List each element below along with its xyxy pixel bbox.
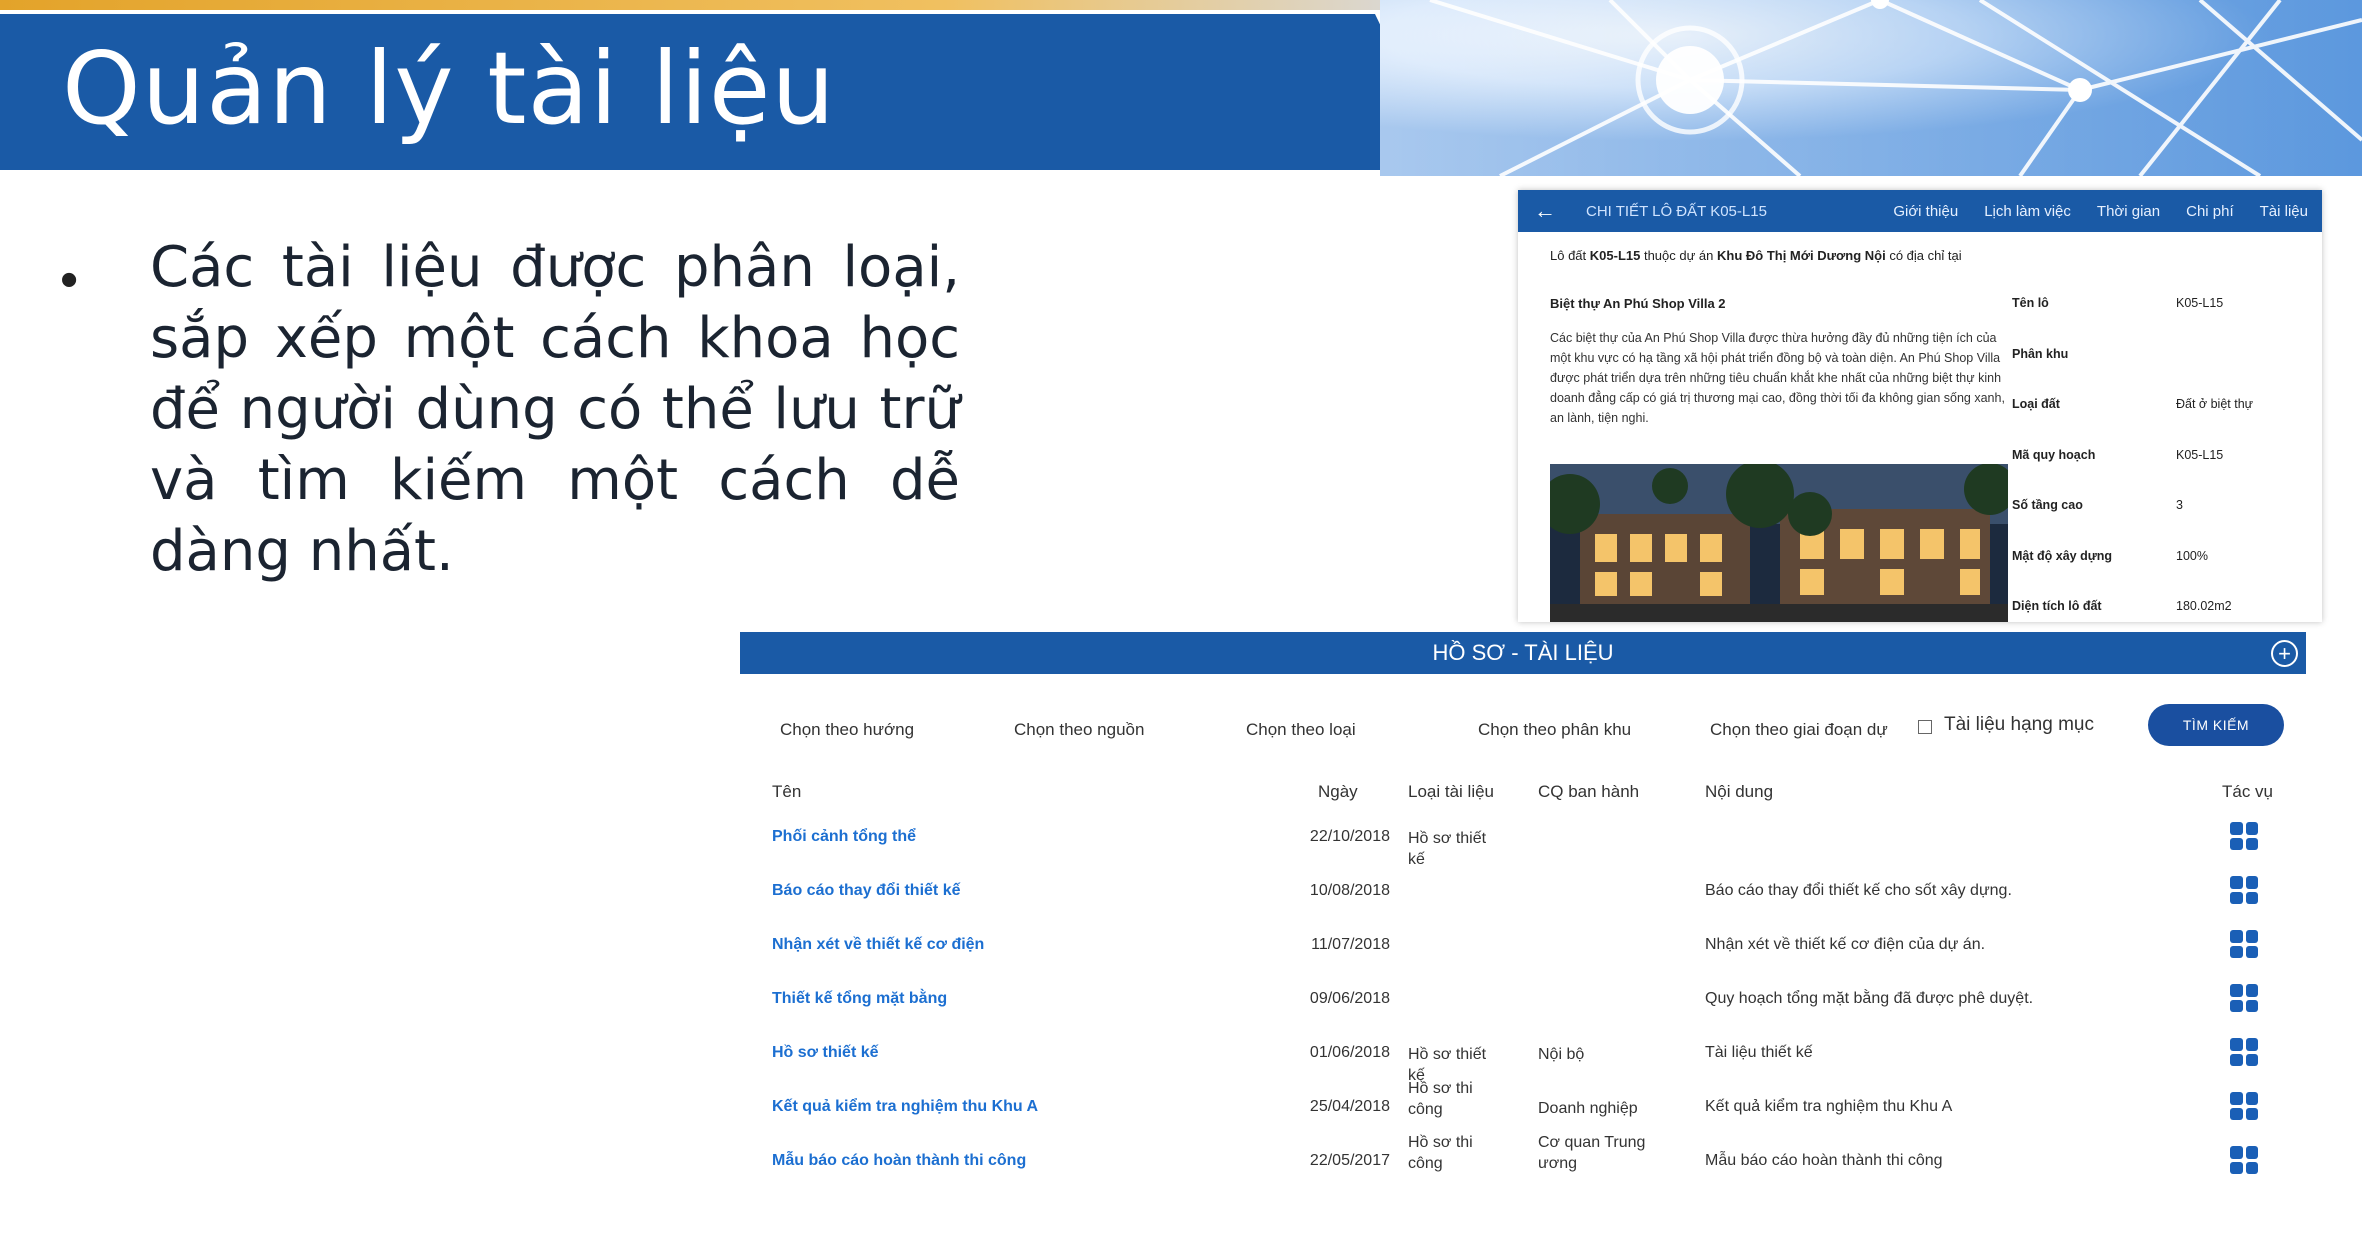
table-header	[740, 782, 2306, 812]
document-list	[740, 820, 2306, 1198]
actions-grid-icon[interactable]	[2230, 1092, 2258, 1120]
table-row: Báo cáo thay đổi thiết kế 10/08/2018 Báo cáo thay đổi thiết kế cho sốt xây dựng.	[740, 874, 2306, 928]
villa-photo	[1550, 464, 2008, 622]
villa-name: Biệt thự An Phú Shop Villa 2	[1550, 296, 1726, 311]
document-link[interactable]: Mẫu báo cáo hoàn thành thi công	[772, 1152, 1027, 1169]
col-loai: Loại tài liệu	[1408, 782, 1495, 801]
bullet-icon: •	[60, 251, 79, 309]
actions-grid-icon[interactable]	[2230, 930, 2258, 958]
col-ten: Tên	[772, 782, 802, 801]
document-link[interactable]: Báo cáo thay đổi thiết kế	[772, 882, 961, 899]
filter-loai[interactable]: Chọn theo loại	[1246, 720, 1356, 739]
filter-phan-khu[interactable]: Chọn theo phân khu	[1478, 720, 1632, 739]
col-tac-vu: Tác vụ	[2222, 782, 2274, 801]
search-button[interactable]: TÌM KIẾM	[2148, 704, 2284, 746]
actions-grid-icon[interactable]	[2230, 876, 2258, 904]
detail-title: CHI TIẾT LÔ ĐẤT K05-L15	[1586, 202, 1767, 220]
filter-nguon[interactable]: Chọn theo nguồn	[1014, 720, 1145, 739]
col-ngay: Ngày	[1318, 782, 1358, 801]
category-docs-label: Tài liệu hạng mục	[1944, 714, 2094, 735]
table-row: Kết quả kiểm tra nghiệm thu Khu A 25/04/2018 Hồ sơ thi công Doanh nghiệp Kết quả kiểm tra nghiệm thu Khu A	[740, 1090, 2306, 1144]
nav-lich-lam-viec[interactable]: Lịch làm việc	[1984, 202, 2071, 220]
network-globe-decoration	[1380, 0, 2362, 176]
nav-gioi-thieu[interactable]: Giới thiệu	[1893, 202, 1959, 220]
prop-row: Mã quy hoạch K05-L15	[2012, 447, 2224, 462]
lot-detail-window	[1518, 190, 2322, 622]
table-row: Thiết kế tổng mặt bằng 09/06/2018 Quy hoạch tổng mặt bằng đã được phê duyệt.	[740, 982, 2306, 1036]
actions-grid-icon[interactable]	[2230, 1038, 2258, 1066]
filter-huong[interactable]: Chọn theo hướng	[780, 720, 915, 739]
category-docs-checkbox[interactable]	[1918, 720, 1932, 734]
table-row: Mẫu báo cáo hoàn thành thi công 22/05/2017 Hồ sơ thi công Cơ quan Trung ương Mẫu báo cáo hoàn thành thi công	[740, 1144, 2306, 1198]
detail-header-bar	[1518, 190, 2322, 232]
lot-intro: Lô đất K05-L15 thuộc dự án Khu Đô Thị Mới Dương Nội có địa chỉ tại	[1550, 248, 1962, 263]
villa-description: Các biệt thự của An Phú Shop Villa được thừa hưởng đầy đủ những tiện ích của một khu vực có hạ tầng xã hội phát triển đồng bộ và toàn diện. An Phú Shop Villa được phát triển dựa trên những tiêu chuẩn khắt khe nhất của những biệt thự kinh doanh đẳng cấp có giá trị thương mại cao, đồng thời tối đa không gian sống xanh, an lành, tiện nghi.	[1550, 331, 2005, 425]
prop-row: Mật độ xây dựng 100%	[2012, 548, 2208, 563]
back-arrow-icon[interactable]: ←	[1534, 198, 1556, 223]
prop-row: Diện tích lô đất 180.02m2	[2012, 599, 2232, 613]
slide-title: Quản lý tài liệu	[62, 30, 836, 147]
documents-window	[740, 632, 2306, 1212]
nav-tai-lieu[interactable]: Tài liệu	[2259, 202, 2308, 220]
document-link[interactable]: Hồ sơ thiết kế	[772, 1044, 879, 1061]
table-row: Phối cảnh tổng thể 22/10/2018 Hồ sơ thiết kế	[740, 820, 2306, 874]
col-noi-dung: Nội dung	[1705, 782, 1774, 801]
document-link[interactable]: Phối cảnh tổng thể	[772, 828, 916, 845]
nav-thoi-gian[interactable]: Thời gian	[2096, 202, 2161, 220]
add-icon[interactable]: +	[2271, 640, 2298, 667]
documents-title: HỒ SƠ - TÀI LIỆU	[1432, 640, 1614, 665]
document-link[interactable]: Nhận xét về thiết kế cơ điện	[772, 936, 985, 953]
col-cq: CQ ban hành	[1538, 782, 1640, 801]
actions-grid-icon[interactable]	[2230, 1146, 2258, 1174]
documents-header-bar	[740, 632, 2306, 674]
prop-row: Loại đất Đất ở biệt thự	[2012, 397, 2254, 411]
filter-giai-doan[interactable]: Chọn theo giai đoạn dự	[1710, 720, 1888, 739]
actions-grid-icon[interactable]	[2230, 984, 2258, 1012]
nav-chi-phi[interactable]: Chi phí	[2186, 202, 2234, 220]
table-row: Hồ sơ thiết kế 01/06/2018 Hồ sơ thiết kế Nội bộ Tài liệu thiết kế	[740, 1036, 2306, 1090]
prop-row: Tên lô K05-L15	[2012, 296, 2224, 310]
table-row: Nhận xét về thiết kế cơ điện 11/07/2018 Nhận xét về thiết kế cơ điện của dự án.	[740, 928, 2306, 982]
document-link[interactable]: Thiết kế tổng mặt bằng	[772, 990, 948, 1007]
actions-grid-icon[interactable]	[2230, 822, 2258, 850]
prop-row: Phân khu	[2012, 346, 2069, 361]
prop-row: Số tầng cao 3	[2012, 498, 2183, 512]
filter-bar	[740, 700, 2306, 760]
bullet-text: Các tài liệu được phân loại, sắp xếp một cách khoa học để người dùng có thể lưu trữ và tìm kiếm một cách dễ dàng nhất.	[150, 235, 960, 584]
lot-properties	[2012, 296, 2312, 622]
document-link[interactable]: Kết quả kiểm tra nghiệm thu Khu A	[772, 1098, 1039, 1115]
